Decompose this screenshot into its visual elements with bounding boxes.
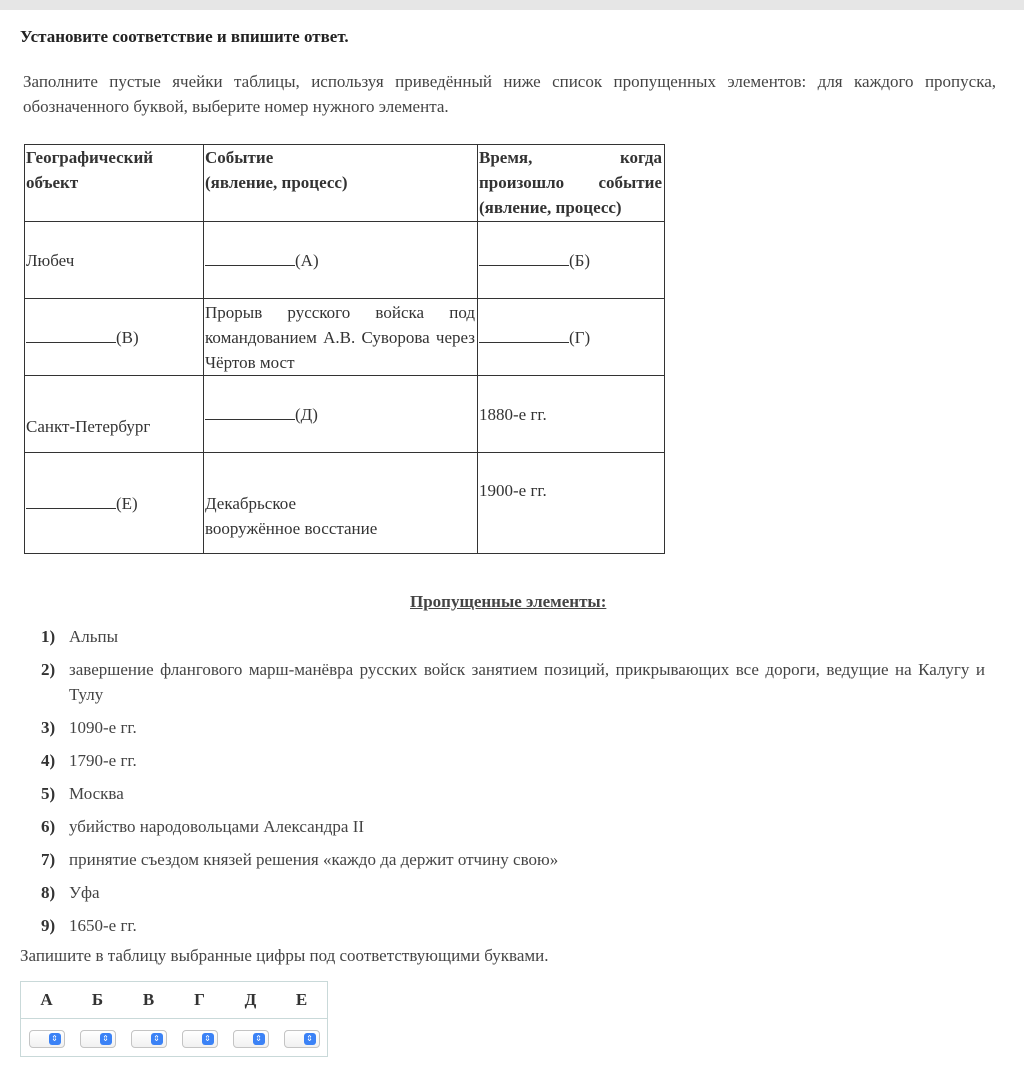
table-row <box>25 299 665 376</box>
task-intro: Заполните пустые ячейки таблицы, используя приведённый ниже список пропущенных элементов: для каждого пропуска, обозначенного буквой, выберите номер нужного элемента. <box>23 72 996 116</box>
header-event: Событие (явление, процесс) <box>204 145 478 222</box>
missing-elements-list <box>41 624 985 946</box>
table-row <box>25 376 665 453</box>
table-header-row <box>25 145 665 222</box>
answer-letter-g: Г <box>174 982 225 1019</box>
cell-event: Декабрьское вооружённое восстание <box>204 453 478 554</box>
list-item: 1) Альпы <box>41 627 119 646</box>
chevron-updown-icon: ⇕ <box>151 1033 163 1045</box>
cell-object: (В) <box>25 299 204 376</box>
answer-letter-a: А <box>21 982 73 1019</box>
write-instruction: Запишите в таблицу выбранные цифры под соответствующими буквами. <box>20 946 549 965</box>
chevron-updown-icon: ⇕ <box>202 1033 214 1045</box>
cell-event: (Д) <box>204 376 478 453</box>
answer-select-v[interactable] <box>131 1030 167 1048</box>
list-item: 3) 1090-е гг. <box>41 718 137 737</box>
chevron-updown-icon: ⇕ <box>49 1033 61 1045</box>
answer-table <box>20 981 328 1057</box>
list-item: 7) принятие съездом князей решения «каждо да держит отчину свою» <box>41 850 559 869</box>
answer-letter-e: Е <box>276 982 328 1019</box>
cell-object: Санкт-Петербург <box>25 376 204 453</box>
chevron-updown-icon: ⇕ <box>304 1033 316 1045</box>
cell-object: Любеч <box>25 222 204 299</box>
table-row <box>25 222 665 299</box>
task-title: Установите соответствие и впишите ответ. <box>20 27 349 46</box>
chevron-updown-icon: ⇕ <box>100 1033 112 1045</box>
cell-time: (Б) <box>478 222 665 299</box>
top-bar <box>0 0 1024 10</box>
answer-letter-v: В <box>123 982 174 1019</box>
match-table <box>24 144 665 554</box>
answer-select-d[interactable] <box>233 1030 269 1048</box>
list-item: 6) убийство народовольцами Александра II <box>41 817 365 836</box>
list-item: 5) Москва <box>41 784 124 803</box>
answer-select-b[interactable] <box>80 1030 116 1048</box>
cell-time: 1900-е гг. <box>478 453 665 554</box>
answer-select-a[interactable] <box>29 1030 65 1048</box>
cell-time: 1880-е гг. <box>478 376 665 453</box>
answer-letter-b: Б <box>72 982 123 1019</box>
answer-select-e[interactable] <box>284 1030 320 1048</box>
header-object: Географический объект <box>25 145 204 222</box>
cell-time: (Г) <box>478 299 665 376</box>
list-item: 2) завершение флангового марш-манёвра русских войск занятием позиций, прикрывающих все дороги, ведущие на Калугу и Тулу <box>41 660 985 704</box>
table-row <box>25 453 665 554</box>
chevron-updown-icon: ⇕ <box>253 1033 265 1045</box>
missing-elements-title: Пропущенные элементы: <box>410 592 607 611</box>
header-time: Время, когда произошло событие (явление, процесс) <box>478 145 665 222</box>
cell-event: Прорыв русского войска под командованием А.В. Суворова через Чёртов мост <box>204 299 478 376</box>
list-item: 4) 1790-е гг. <box>41 751 137 770</box>
answer-select-g[interactable] <box>182 1030 218 1048</box>
answer-letter-d: Д <box>225 982 276 1019</box>
list-item: 9) 1650-е гг. <box>41 916 137 935</box>
cell-event: (А) <box>204 222 478 299</box>
list-item: 8) Уфа <box>41 883 100 902</box>
cell-object: (Е) <box>25 453 204 554</box>
